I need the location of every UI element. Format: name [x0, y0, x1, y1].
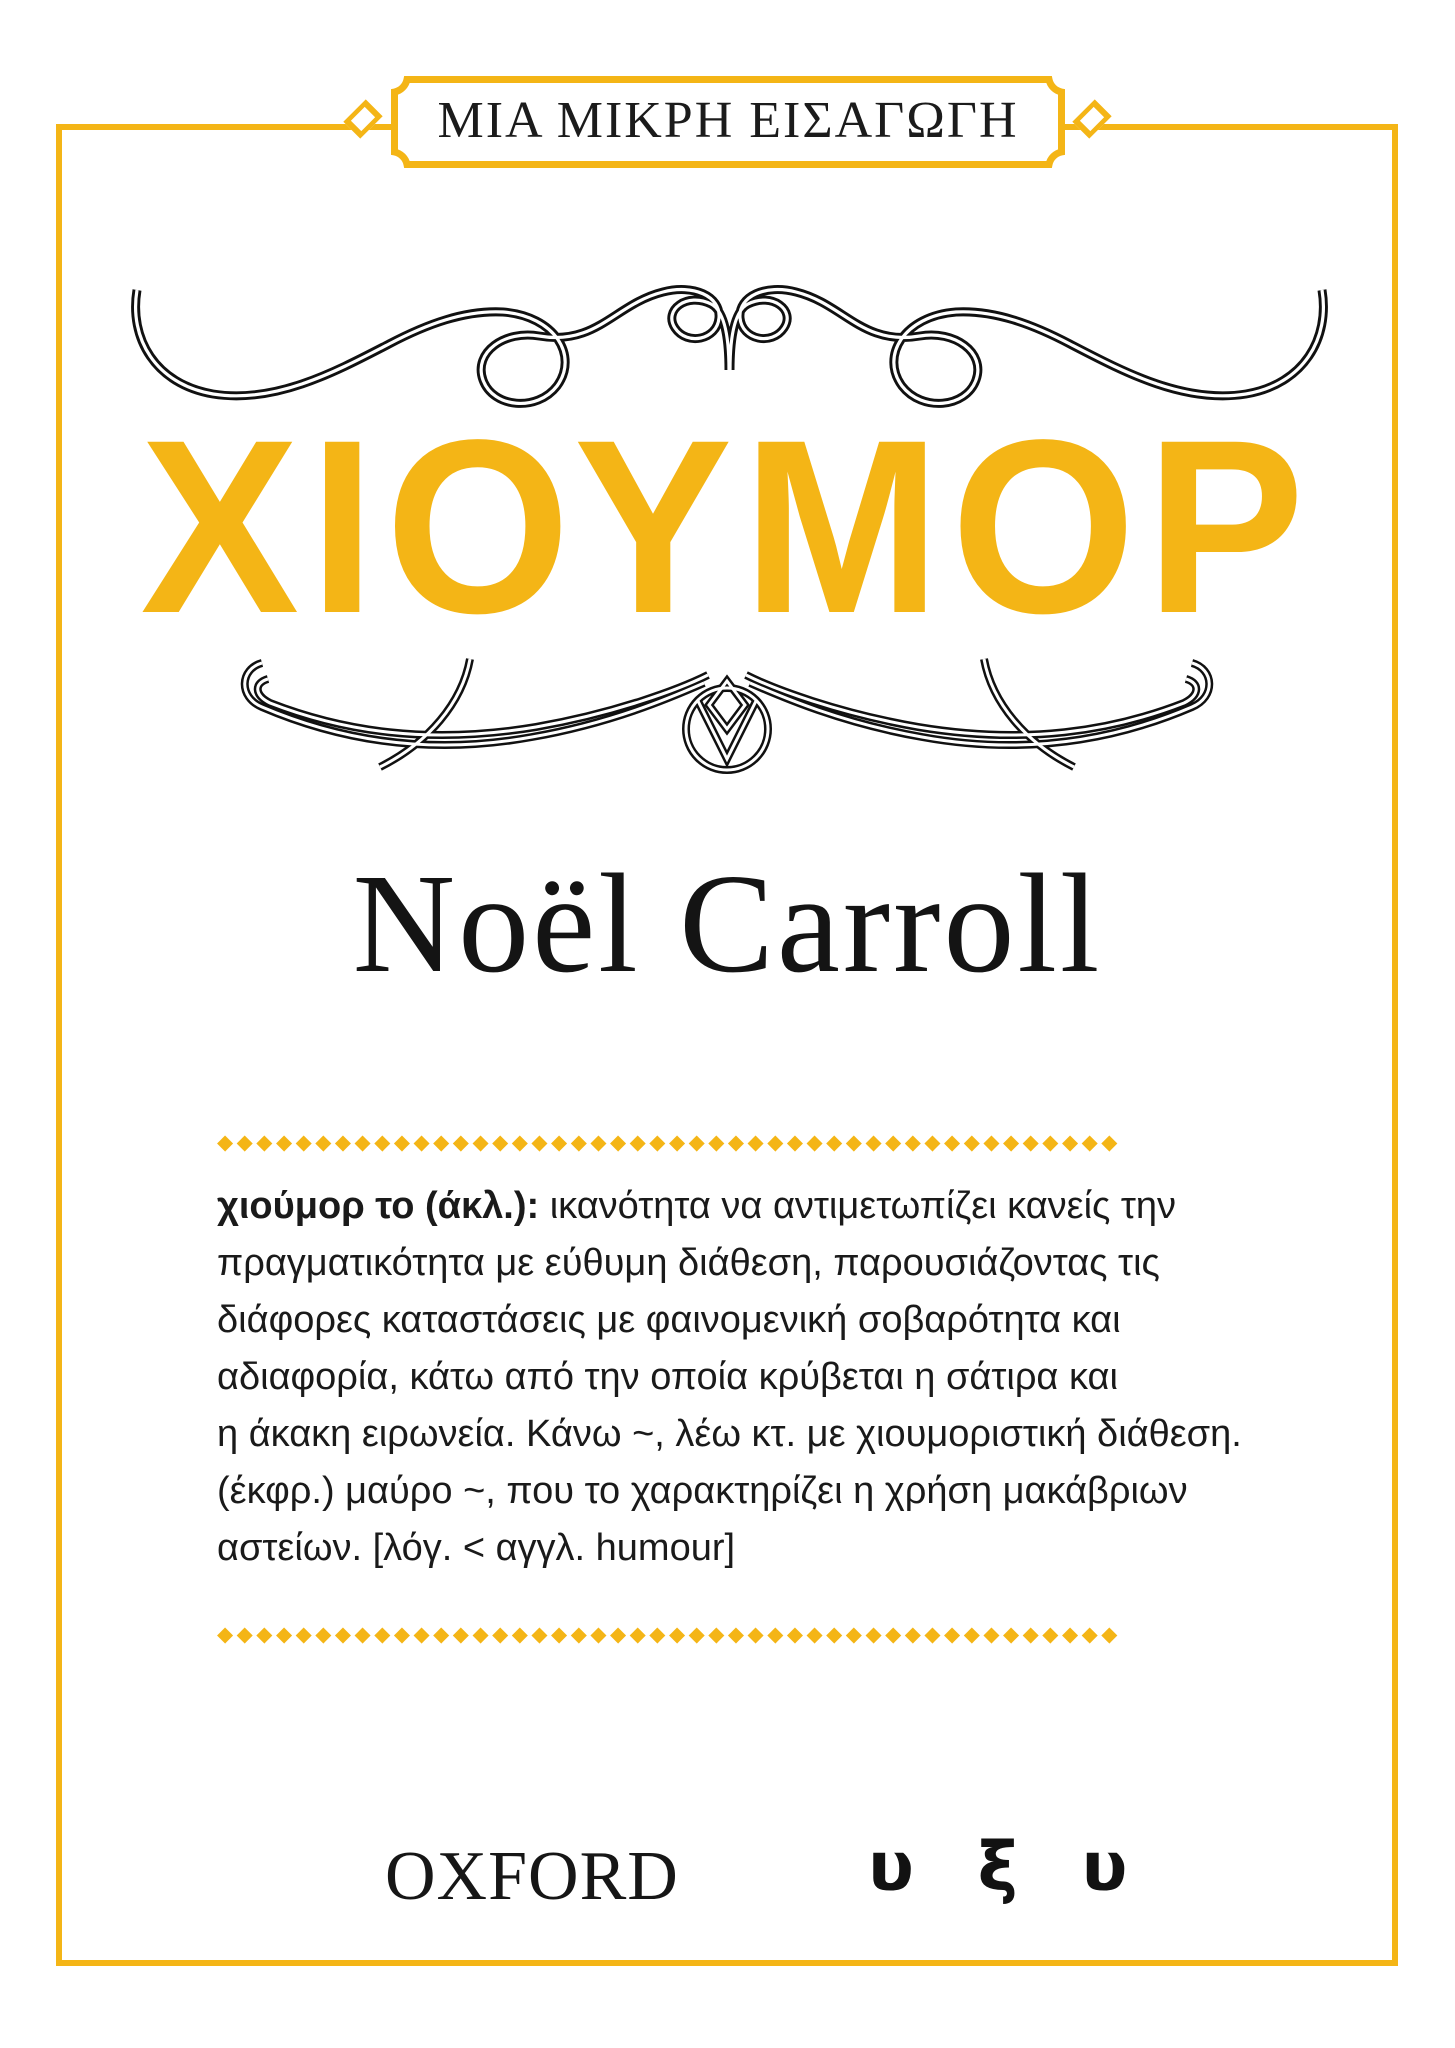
definition-line: πραγματικότητα με εύθυμη διάθεση, παρουσιάζοντας τις — [217, 1242, 1160, 1284]
definition-line: αστείων. [λόγ. < αγγλ. humour] — [217, 1527, 736, 1569]
diamond-divider-bottom: ◆◆◆◆◆◆◆◆◆◆◆◆◆◆◆◆◆◆◆◆◆◆◆◆◆◆◆◆◆◆◆◆◆◆◆◆◆◆◆◆◆◆◆◆◆◆ — [217, 1623, 1121, 1646]
definition-line: αδιαφορία, κάτω από την οποία κρύβεται η σάτιρα και — [217, 1356, 1118, 1398]
series-banner — [390, 75, 1066, 169]
series-title: ΜΙΑ ΜΙΚΡΗ ΕΙΣΑΓΩΓΗ — [437, 91, 1019, 149]
book-title: ΧΙΟΥΜΟΡ — [140, 389, 1315, 666]
author-name: Noël Carroll — [352, 844, 1103, 1002]
definition-line: η άκακη ειρωνεία. Κάνω ~, λέω κτ. με χιουμοριστική διάθεση. — [217, 1413, 1242, 1455]
dictionary-definition — [217, 1178, 1247, 1577]
definition-line: (έκφρ.) μαύρο ~, που το χαρακτηρίζει η χρήση μακάβριων — [217, 1470, 1188, 1512]
oxy-publisher-logo: υ ξ υ — [868, 1828, 1144, 1907]
publisher-oxford: OXFORD — [385, 1838, 679, 1915]
definition-line: χιούμορ το (άκλ.): ικανότητα να αντιμετωπίζει κανείς την — [217, 1185, 1177, 1227]
definition-term: χιούμορ το (άκλ.): — [217, 1185, 540, 1227]
diamond-divider-top: ◆◆◆◆◆◆◆◆◆◆◆◆◆◆◆◆◆◆◆◆◆◆◆◆◆◆◆◆◆◆◆◆◆◆◆◆◆◆◆◆◆◆◆◆◆◆ — [217, 1131, 1121, 1154]
definition-line: διάφορες καταστάσεις με φαινομενική σοβαρότητα και — [217, 1299, 1121, 1341]
calligraphic-flourish-bottom — [232, 645, 1222, 785]
